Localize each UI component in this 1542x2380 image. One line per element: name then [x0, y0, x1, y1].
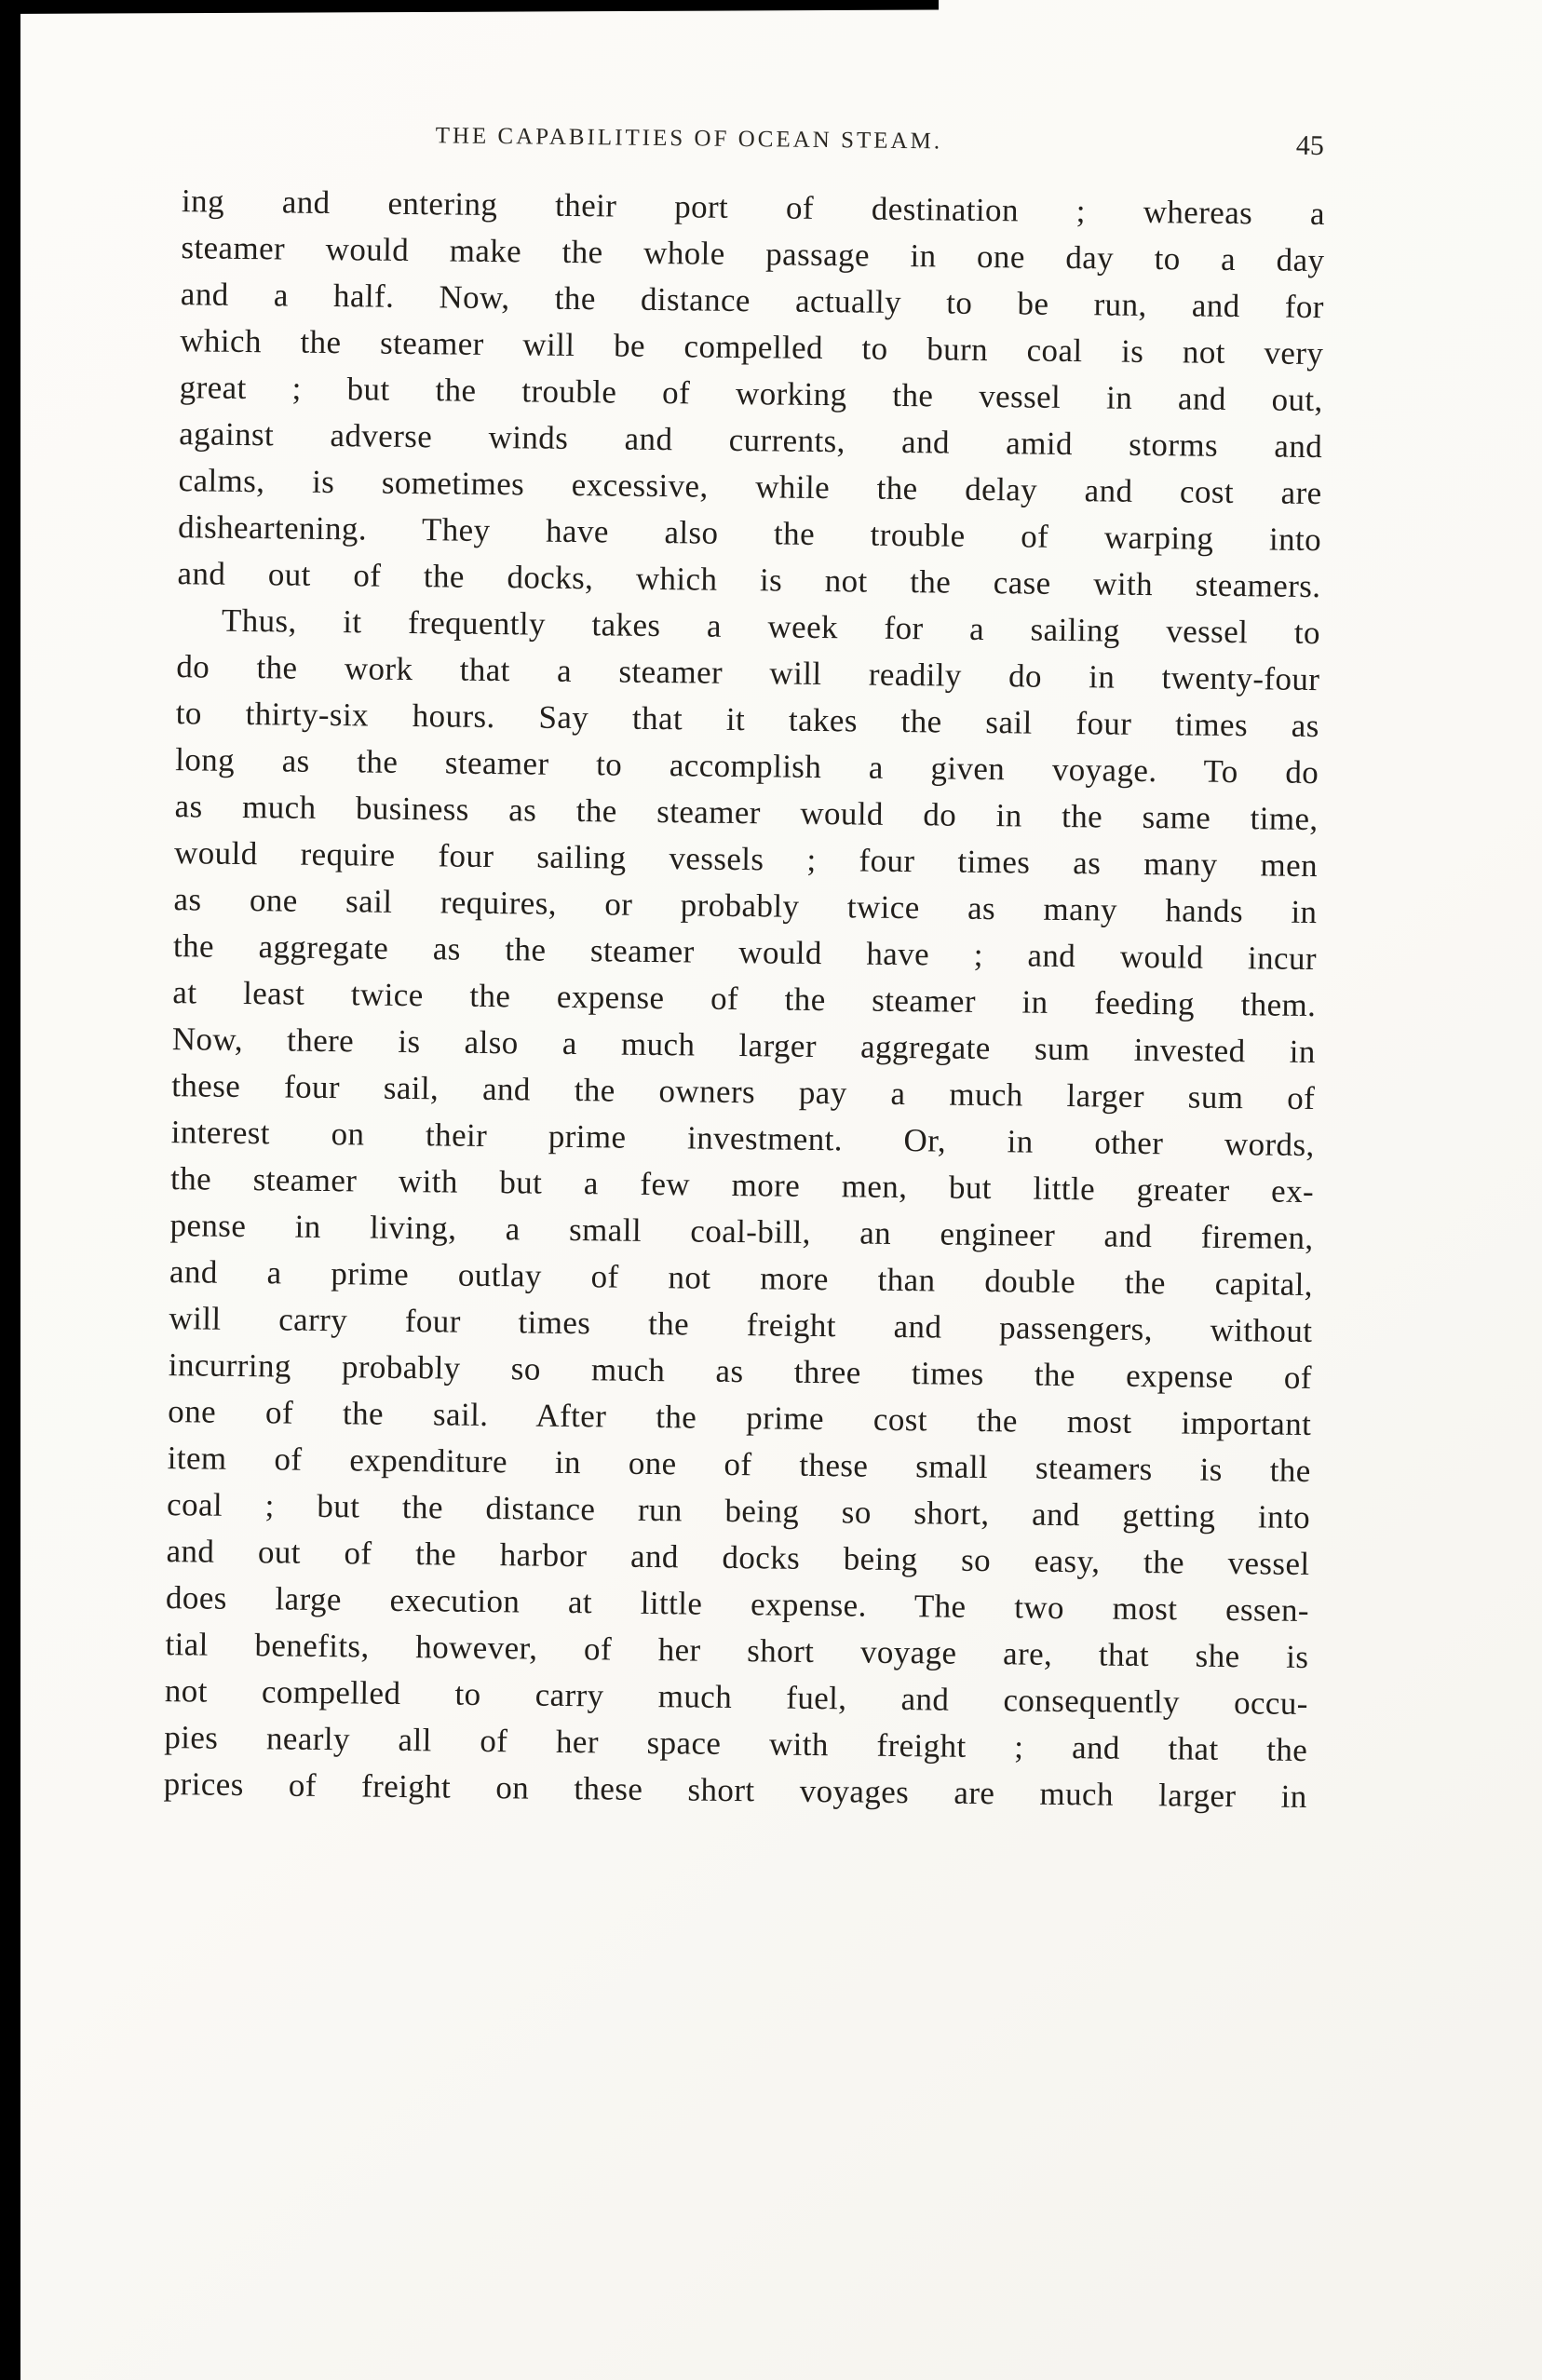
- text-line: these four sail, and the owners pay a much larger sum of: [171, 1067, 1316, 1117]
- text-line: does large execution at little expense. The two most essen-: [165, 1579, 1310, 1629]
- text-line: as much business as the steamer would do in the same time,: [174, 788, 1319, 838]
- text-line: at least twice the expense of the steamer in feeding them.: [172, 974, 1317, 1024]
- text-line: calms, is sometimes excessive, while the delay and cost are: [178, 462, 1322, 512]
- text-line: not compelled to carry much fuel, and consequently occu-: [164, 1672, 1309, 1723]
- text-line: and a half. Now, the distance actually to be run, and for: [180, 276, 1325, 326]
- text-line: the steamer with but a few more men, but little greater ex-: [169, 1160, 1315, 1210]
- text-line: as one sail requires, or probably twice as many hands in: [173, 881, 1318, 931]
- page-header: [183, 120, 1326, 167]
- text-line: Thus, it frequently takes a week for a sailing vessel to: [221, 602, 1321, 652]
- text-line: which the steamer will be compelled to burn coal is not very: [180, 322, 1324, 372]
- paragraph: [177, 178, 1325, 610]
- text-block: [163, 178, 1325, 1820]
- text-line: steamer would make the whole passage in one day to a day: [181, 229, 1325, 279]
- text-line: one of the sail. After the prime cost the most important: [168, 1393, 1312, 1443]
- text-line: pies nearly all of her space with freight ; and that the: [164, 1719, 1308, 1769]
- text-line: do the work that a steamer will readily do in twenty-four: [176, 648, 1320, 698]
- text-line: ing and entering their port of destination ; whereas a: [181, 183, 1326, 233]
- text-line: item of expenditure in one of these small steamers is the: [167, 1440, 1311, 1490]
- text-line: the aggregate as the steamer would have ; and would incur: [172, 927, 1318, 978]
- text-line: to thirty-six hours. Say that it takes the sail four times as: [175, 695, 1319, 745]
- text-line: prices of freight on these short voyages are much larger in: [163, 1765, 1307, 1816]
- paragraph: [163, 597, 1320, 1820]
- scan-edge-left: [0, 0, 20, 2380]
- text-line: great ; but the trouble of working the vessel in and out,: [179, 369, 1323, 419]
- page-content: [163, 120, 1325, 1820]
- text-line: will carry four times the freight and passengers, without: [169, 1300, 1313, 1350]
- text-line: and a prime outlay of not more than double the capital,: [169, 1253, 1314, 1304]
- text-line: disheartening. They have also the trouble of warping into: [177, 508, 1322, 559]
- text-line: incurring probably so much as three times the expense of: [168, 1346, 1313, 1397]
- text-line: would require four sailing vessels ; four times as many men: [173, 834, 1319, 885]
- text-line: coal ; but the distance run being so short, and getting into: [166, 1486, 1311, 1536]
- text-line: and out of the harbor and docks being so easy, the vessel: [166, 1533, 1310, 1583]
- text-line: long as the steamer to accomplish a given voyage. To do: [175, 741, 1319, 791]
- text-line: Now, there is also a much larger aggregate sum invested in: [171, 1021, 1316, 1071]
- text-line: tial benefits, however, of her short voyage are, that she is: [165, 1626, 1309, 1676]
- scan-edge-top: [0, 0, 939, 14]
- text-line: and out of the docks, which is not the case with steamers.: [177, 555, 1321, 605]
- page-number: 45: [1295, 129, 1324, 162]
- text-line: against adverse winds and currents, and amid storms and: [179, 415, 1323, 466]
- text-line: interest on their prime investment. Or, in other words,: [170, 1114, 1315, 1164]
- running-title: THE CAPABILITIES OF OCEAN STEAM.: [435, 123, 943, 155]
- text-line: pense in living, a small coal-bill, an engineer and firemen,: [169, 1207, 1314, 1257]
